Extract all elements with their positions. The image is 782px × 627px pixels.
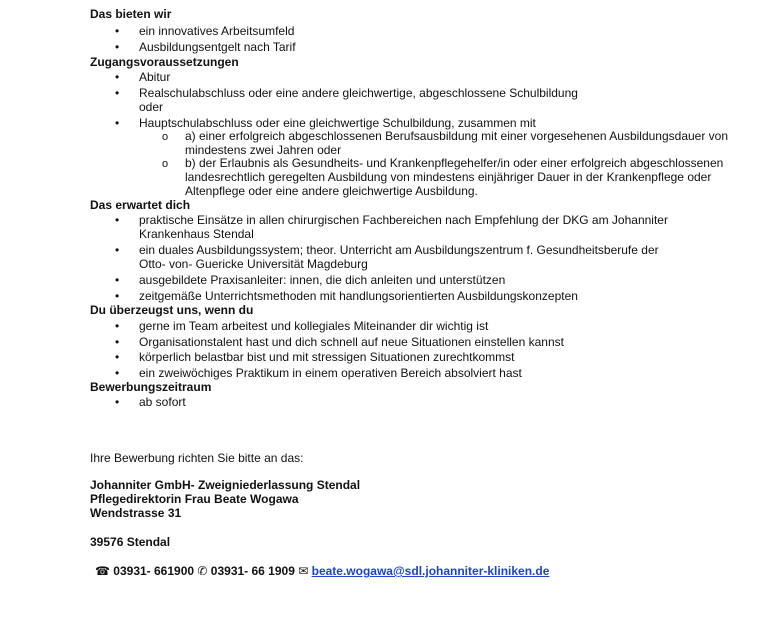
bullet-icon: • — [115, 335, 120, 349]
sub-list-item-line: landesrechtlich geregelten Ausbildung von mindestens einjähriger Dauer in der Krankenpflege oder — [185, 170, 712, 184]
list-item-line: Krankenhaus Stendal — [139, 227, 254, 241]
list-item: ein innovatives Arbeitsumfeld — [139, 24, 295, 38]
fax-number: 03931- 66 1909 — [210, 564, 295, 578]
contact-person: Pflegedirektorin Frau Beate Wogawa — [90, 492, 299, 506]
list-item-line: Realschulabschluss oder eine andere gleichwertige, abgeschlossene Schulbildung — [139, 86, 578, 100]
sub-list-item-line: b) der Erlaubnis als Gesundheits- und Krankenpflegehelfer/in oder einer erfolgreich abgeschlossenen — [185, 156, 724, 170]
list-item: gerne im Team arbeitest und kollegiales Miteinander dir wichtig ist — [139, 319, 489, 333]
bullet-icon: • — [115, 24, 120, 38]
list-item: ab sofort — [139, 395, 186, 409]
sub-list-item-line: a) einer erfolgreich abgeschlossenen Berufsausbildung mit einer vorgesehenen Ausbildungsdauer von — [185, 129, 729, 143]
circle-bullet-icon: o — [162, 158, 169, 170]
email-link[interactable]: beate.wogawa@sdl.johanniter-kliniken.de — [311, 564, 550, 578]
bullet-icon: • — [115, 243, 120, 257]
mail-icon: ✉ — [298, 564, 309, 578]
bullet-icon: • — [115, 366, 120, 380]
bullet-icon: • — [115, 350, 120, 364]
list-item: ein zweiwöchiges Praktikum in einem operativen Bereich absolviert hast — [139, 366, 522, 380]
bullet-icon: • — [115, 70, 120, 84]
sub-list-item-line: mindestens zwei Jahren oder — [185, 143, 342, 157]
list-item-line: oder — [139, 100, 164, 114]
company-name: Johanniter GmbH- Zweigniederlassung Stendal — [90, 478, 361, 492]
section-heading-convince: Du überzeugst uns, wenn du — [90, 303, 254, 317]
city-address: 39576 Stendal — [90, 535, 171, 549]
list-item-line: praktische Einsätze in allen chirurgischen Fachbereichen nach Empfehlung der DKG am Johanniter — [139, 213, 668, 227]
section-heading-expect: Das erwartet dich — [90, 198, 191, 212]
bullet-icon: • — [115, 40, 120, 54]
street-address: Wendstrasse 31 — [90, 506, 182, 520]
bullet-icon: • — [115, 116, 120, 130]
section-heading-offer: Das bieten wir — [90, 7, 172, 21]
bullet-icon: • — [115, 86, 120, 100]
bullet-icon: • — [115, 395, 120, 409]
section-heading-requirements: Zugangsvoraussetzungen — [90, 55, 239, 69]
phone-icon: ☎ — [95, 564, 110, 578]
list-item: ausgebildete Praxisanleiter: innen, die dich anleiten und unterstützen — [139, 273, 506, 287]
bullet-icon: • — [115, 289, 120, 303]
list-item: Ausbildungsentgelt nach Tarif — [139, 40, 296, 54]
list-item: Abitur — [139, 70, 171, 84]
list-item-line: Otto- von- Guericke Universität Magdeburg — [139, 257, 368, 271]
phone-number: 03931- 661900 — [113, 564, 195, 578]
sub-list-item-line: Altenpflege oder eine andere gleichwertige Ausbildung. — [185, 184, 478, 198]
list-item: Organisationstalent hast und dich schnell auf neue Situationen einstellen kannst — [139, 335, 564, 349]
list-item: zeitgemäße Unterrichtsmethoden mit handlungsorientierten Ausbildungskonzepten — [139, 289, 578, 303]
fax-icon: ✆ — [197, 564, 208, 578]
contact-line — [95, 564, 549, 579]
section-heading-period: Bewerbungszeitraum — [90, 380, 212, 394]
list-item: körperlich belastbar bist und mit stressigen Situationen zurechtkommst — [139, 350, 515, 364]
bullet-icon: • — [115, 319, 120, 333]
circle-bullet-icon: o — [162, 131, 169, 143]
list-item: Hauptschulabschluss oder eine gleichwertige Schulbildung, zusammen mit — [139, 116, 536, 130]
bullet-icon: • — [115, 273, 120, 287]
bullet-icon: • — [115, 213, 120, 227]
list-item-line: ein duales Ausbildungssystem; theor. Unterricht am Ausbildungszentrum f. Gesundheitsberufe der — [139, 243, 659, 257]
application-intro: Ihre Bewerbung richten Sie bitte an das: — [90, 451, 304, 465]
